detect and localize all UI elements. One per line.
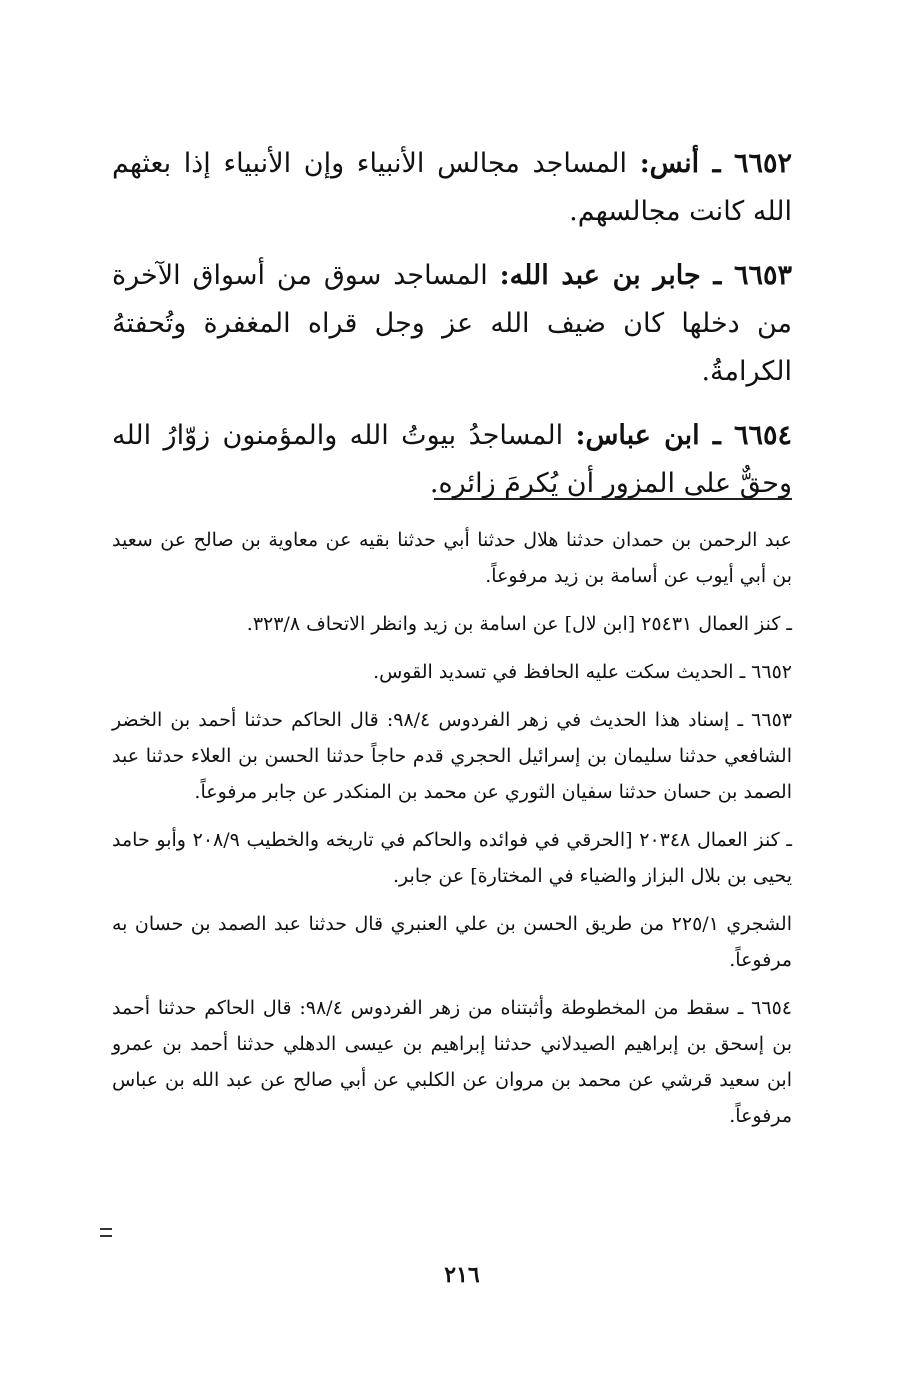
hadith-entry-6653	[112, 252, 792, 396]
hadith-narrator: ٦٦٥٢ ـ أنس:	[639, 148, 792, 179]
hadith-narrator: ٦٦٥٣ ـ جابر بن عبد الله:	[499, 260, 792, 291]
footnote: ـ كنز العمال ٢٥٤٣١ [ابن لال] عن اسامة بن زيد وانظر الاتحاف ٣٢٣/٨.	[246, 613, 792, 635]
footnote: الشجري ٢٢٥/١ من طريق الحسن بن علي العنبري قال حدثنا عبد الصمد بن حسان به مرفوعاً.	[112, 913, 792, 971]
hadith-text: المساجدُ بيوتُ الله والمؤمنون زوّارُ الله وحقٌّ على المزور أن يُكرمَ زائره.	[112, 420, 792, 499]
hadith-text: المساجد مجالس الأنبياء وإن الأنبياء إذا بعثهم الله كانت مجالسهم.	[112, 148, 792, 227]
page-number: ٢١٦	[444, 1262, 480, 1288]
footnote: عبد الرحمن بن حمدان حدثنا هلال حدثنا أبي حدثنا بقيه عن معاوية بن صالح عن سعيد بن أبي أيوب عن أسامة بن زيد مرفوعاً.	[112, 529, 792, 587]
footnote: ٦٦٥٢ ـ الحديث سكت عليه الحافظ في تسديد القوس.	[373, 661, 792, 683]
footnote: ٦٦٥٣ ـ إسناد هذا الحديث في زهر الفردوس ٩٨/٤: قال الحاكم حدثنا أحمد بن الخضر الشافعي حدثنا سليمان بن إسرائيل الحجري قدم حاجاً حدثنا الحسن بن العلاء حدثنا عبد الصمد بن حسان حدثنا سفيان الثوري عن محمد بن المنكدر عن جابر مرفوعاً.	[112, 709, 792, 803]
footnotes-section	[112, 522, 792, 1146]
hadith-text: المساجد سوق من أسواق الآخرة من دخلها كان ضيف الله عز وجل قراه المغفرة وتُحفتهُ الكرامةُ.	[112, 260, 792, 387]
hadith-entry-6652	[112, 140, 792, 236]
footnote-divider	[434, 498, 792, 500]
footnote: ـ كنز العمال ٢٠٣٤٨ [الحرقي في فوائده والحاكم في تاريخه والخطيب ٢٠٨/٩ وأبو حامد يحيى بن بلال البزاز والضياء في المختارة] عن جابر.	[112, 829, 792, 887]
margin-continuation-mark	[100, 1228, 114, 1248]
main-hadith-text	[112, 140, 792, 524]
hadith-narrator: ٦٦٥٤ ـ ابن عباس:	[575, 420, 793, 451]
hadith-entry-6654	[112, 412, 792, 508]
mark-line	[100, 1228, 112, 1230]
mark-line	[100, 1235, 112, 1237]
footnote: ٦٦٥٤ ـ سقط من المخطوطة وأثبتناه من زهر الفردوس ٩٨/٤: قال الحاكم حدثنا أحمد بن إسحق بن إبراهيم الصيدلاني حدثنا إبراهيم بن عيسى الدهلي حدثنا أحمد بن عمرو ابن سعيد قرشي عن محمد بن مروان عن الكلبي عن أبي صالح عن عبد الله بن عباس مرفوعاً.	[112, 997, 792, 1127]
